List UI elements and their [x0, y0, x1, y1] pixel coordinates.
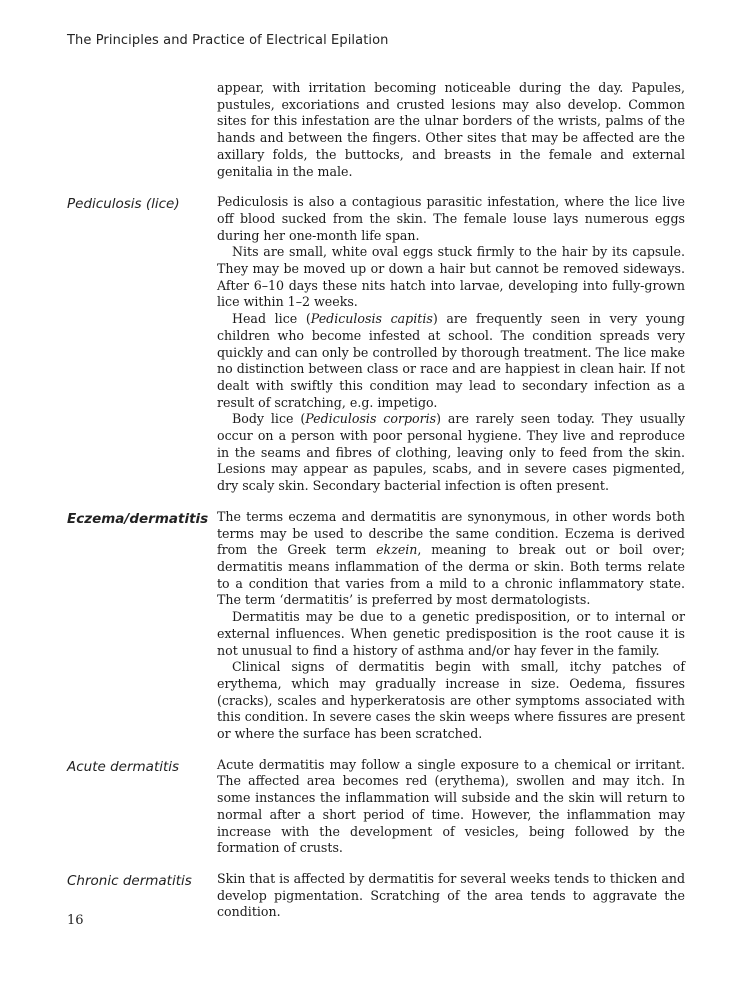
paragraph: Dermatitis may be due to a genetic predisposition, or to internal or external influences. When genetic predisposition is the root cause it is not unusual to find a history of asthma and/or hay fever in the family. [217, 609, 685, 658]
paragraph: Skin that is affected by dermatitis for several weeks tends to thicken and develop pigmentation. Scratching of the area tends to aggravate the condition. [217, 870, 686, 920]
section-eczema-dermatitis [67, 509, 687, 743]
greek-term: ekzein [376, 542, 418, 558]
section-heading: Eczema/dermatitis [67, 510, 209, 527]
paragraph: Acute dermatitis may follow a single exposure to a chemical or irritant. The affected area becomes red (erythema), swollen and may itch. In some instances the inflammation will subside and the skin will return to normal after a short period of time. However, the inflammation may increase with the development of vesicles, being followed by the formation of crusts. [217, 756, 685, 856]
paragraph: Nits are small, white oval eggs stuck firmly to the hair by its capsule. They may be moved up or down a hair but cannot be removed sideways. After 6–10 days these nits hatch into larvae, developing into fully-grown lice within 1–2 weeks. [217, 244, 685, 310]
section-pediculosis [67, 194, 687, 495]
section-heading: Chronic dermatitis [67, 872, 192, 889]
section-chronic-dermatitis [67, 871, 687, 921]
paragraph: The terms eczema and dermatitis are synonymous, in other words both terms may be used to describe the same condition. Eczema is derived from the Greek term ekzein, meaning to break out or boil over; dermatitis means inflammation of the derma or skin. Both terms relate to a condition that varies from a mild to a chronic inflammatory state. The term ‘dermatitis’ is preferred by most dermatologists. [217, 508, 685, 608]
section-body [217, 757, 685, 857]
section-scabies-continuation [67, 80, 687, 180]
section-heading: Acute dermatitis [67, 758, 180, 775]
page-number: 16 [67, 913, 84, 928]
paragraph: Head lice (Pediculosis capitis) are frequently seen in very young children who become infested at school. The condition spreads very quickly and can only be controlled by thorough treatment. The lice make no distinction between class or race and are happiest in clean hair. If not dealt with swiftly this condition may lead to secondary infection as a result of scratching, e.g. impetigo. [217, 311, 685, 410]
section-body [217, 509, 685, 743]
section-acute-dermatitis [67, 757, 687, 857]
paragraph: appear, with irritation becoming noticeable during the day. Papules, pustules, excoriations and crusted lesions may also develop. Common sites for this infestation are the ulnar borders of the wrists, palms of the hands and between the fingers. Other sites that may be affected are the axillary folds, the buttocks, and breasts in the female and external genitalia in the male. [217, 80, 685, 179]
running-head: The Principles and Practice of Electrical Epilation [67, 33, 389, 48]
paragraph: Pediculosis is also a contagious parasitic infestation, where the lice live off blood sucked from the skin. The female louse lays numerous eggs during her one-month life span. [217, 194, 685, 243]
section-body [217, 80, 685, 180]
section-body [217, 871, 685, 921]
page-content [67, 80, 687, 921]
latin-term: Pediculosis capitis [310, 311, 433, 327]
paragraph: Body lice (Pediculosis corporis) are rarely seen today. They usually occur on a person with poor personal hygiene. They live and reproduce in the seams and fibres of clothing, leaving only to feed from the skin. Lesions may appear as papules, scabs, and in severe cases pigmented, dry scaly skin. Secondary bacterial infection is often present. [217, 411, 686, 494]
section-body [217, 194, 685, 495]
paragraph: Clinical signs of dermatitis begin with small, itchy patches of erythema, which may gradually increase in size. Oedema, fissures (cracks), scales and hyperkeratosis are other symptoms associated with this condition. In severe cases the skin weeps where fissures are present or where the surface has been scratched. [217, 659, 685, 742]
section-heading: Pediculosis (lice) [67, 196, 180, 213]
latin-term: Pediculosis corporis [305, 411, 437, 427]
section-heading [67, 80, 217, 82]
